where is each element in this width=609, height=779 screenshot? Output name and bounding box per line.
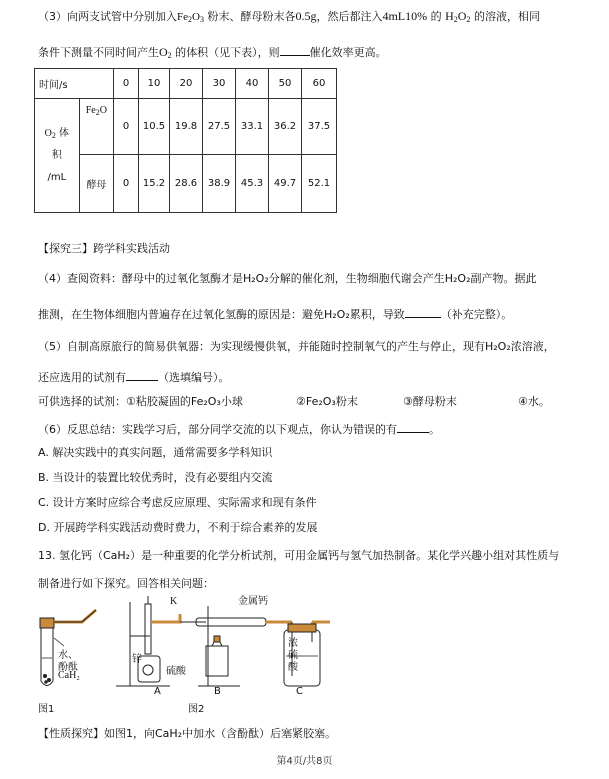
time-cell: 0	[114, 69, 139, 99]
time-cell: 20	[170, 69, 203, 99]
value-cell: 38.9	[203, 155, 236, 213]
sulfuric-acid-label: 硫酸	[166, 666, 186, 677]
time-cell: 30	[203, 69, 236, 99]
conc-acid-label: 硫	[288, 650, 298, 661]
text: 可供选择的试剂：	[38, 395, 126, 408]
label-part: 积	[51, 149, 62, 161]
value-cell: 36.2	[269, 99, 302, 155]
conc-acid-label: 浓	[288, 638, 298, 649]
fig1-cah2-label: CaH₂	[58, 670, 80, 681]
value-cell: 37.5	[302, 99, 337, 155]
row-name-fe2o3: $Fe_2O$	[79, 99, 113, 155]
value-cell: 27.5	[203, 99, 236, 155]
experiment-figures	[30, 596, 350, 716]
q13-line2: 制备进行如下探究。回答相关问题：	[38, 577, 214, 590]
text: 。	[429, 423, 440, 436]
metal-calcium-label: 金属钙	[238, 596, 268, 607]
properties-explore-line: 【性质探究】如图1，向CaH₂中加水（含酚酞）后塞紧胶塞。	[38, 727, 337, 740]
text: 的	[427, 10, 446, 23]
value-cell: 0	[114, 155, 139, 213]
time-cell: 60	[302, 69, 337, 99]
o2-volume-table	[34, 68, 337, 213]
q5-line2	[38, 368, 230, 386]
label-b: B	[214, 686, 221, 697]
fig2-caption: 图2	[188, 704, 205, 715]
answer-blank[interactable]	[405, 305, 441, 318]
option-c: C. 设计方案时应综合考虑反应原理、实际需求和现有条件	[38, 496, 317, 509]
value-cell: 45.3	[236, 155, 269, 213]
reagent-option: ④水。	[518, 395, 550, 408]
fig1-water-label: 水、	[58, 650, 78, 661]
fig1-caption: 图1	[38, 704, 55, 715]
zinc-label: 锌	[132, 654, 142, 665]
section-title-explore3: 【探究三】跨学科实践活动	[38, 242, 170, 255]
h2o2-formula: $H_2O_2$	[445, 9, 471, 24]
row-name-yeast: 酵母	[79, 155, 113, 213]
value-cell: 15.2	[139, 155, 170, 213]
reagent-option: ③酵母粉末	[403, 395, 457, 408]
q13-line1: 13. 氢化钙（CaH₂）是一种重要的化学分析试剂，可用金属钙与氢气加热制备。某化学兴趣小组对其性质与	[38, 549, 560, 562]
fig2-apparatus-b	[196, 606, 292, 686]
q3-line2	[38, 43, 387, 61]
fig2-apparatus-a	[116, 596, 206, 686]
value-cell: 28.6	[170, 155, 203, 213]
text: 推测，在生物体细胞内普遍存在过氧化氢酶的原因是：避免H₂O₂累积，导致	[38, 308, 405, 321]
valve-k-label: K	[170, 596, 178, 607]
label-c: C	[296, 686, 303, 697]
reagent-option: ②Fe₂O₃粉末	[296, 395, 358, 408]
o2-volume-header: $O_2$ 体 积 /mL	[35, 99, 80, 213]
q5-line1: （5）自制高原旅行的简易供氧器：为实现缓慢供氧，并能随时控制氧气的产生与停止，现有H₂O₂浓溶液，	[38, 340, 555, 353]
time-cell: 50	[269, 69, 302, 99]
label-a: A	[154, 686, 161, 697]
text: 还应选用的试剂有	[38, 371, 126, 384]
fig1-phenolphthalein-label: 酚酞	[58, 662, 78, 673]
o2-formula: $O_2$	[159, 45, 172, 60]
q6-line1	[38, 420, 440, 438]
page-footer: 第4页/共8页	[276, 756, 333, 767]
text: 条件下测量不同时间产生	[38, 46, 159, 59]
time-cell: 40	[236, 69, 269, 99]
value-cell: 0	[114, 99, 139, 155]
answer-blank[interactable]	[126, 368, 158, 381]
option-a: A. 解决实践中的真实问题，通常需要多学科知识	[38, 446, 273, 459]
value-cell: 33.1	[236, 99, 269, 155]
value-cell: 19.8	[170, 99, 203, 155]
conc-acid-label: 酸	[288, 662, 298, 673]
answer-blank[interactable]	[397, 420, 429, 433]
mass-value: 0.5g	[295, 9, 317, 23]
value-cell: 49.7	[269, 155, 302, 213]
text: 的溶液，相同	[470, 10, 540, 23]
text: 的体积（见下表），则	[171, 46, 280, 59]
o2-symbol: O	[44, 127, 52, 139]
time-header: 时间/s	[35, 69, 114, 99]
label-part: /mL	[47, 171, 67, 183]
text: ，然后都注入	[316, 10, 383, 23]
volume-value: 4mL10%	[382, 9, 428, 23]
value-cell: 10.5	[139, 99, 170, 155]
label-part: 体	[59, 127, 70, 139]
answer-blank[interactable]	[280, 43, 310, 56]
reagent-list	[38, 394, 568, 410]
q3-line1	[38, 8, 540, 25]
value-cell: 52.1	[302, 155, 337, 213]
text: （补充完整）。	[440, 308, 513, 321]
apparatus-drawing	[30, 596, 350, 716]
option-b: B. 当设计的装置比较优秀时，没有必要组内交流	[38, 471, 273, 484]
text: （6）反思总结：实践学习后，部分同学交流的以下观点，你认为错误的有	[38, 423, 397, 436]
option-d: D. 开展跨学科实践活动费时费力，不利于综合素养的发展	[38, 521, 318, 534]
q4-line1: （4）查阅资料：酵母中的过氧化氢酶才是H₂O₂分解的催化剂，生物细胞代谢会产生H₂O₂副产物。据此	[38, 272, 537, 285]
text: （选填编号）。	[158, 371, 230, 384]
time-cell: 10	[139, 69, 170, 99]
text: （3）向两支试管中分别加入	[38, 10, 177, 23]
text: 催化效率更高。	[309, 46, 387, 59]
q4-line2	[38, 305, 512, 323]
fe2o3-formula: $Fe_2O_3$	[177, 11, 204, 24]
reagent-option: ①粘胶凝固的Fe₂O₃小球	[126, 395, 243, 408]
text: 粉末、酵母粉末各	[203, 10, 296, 23]
